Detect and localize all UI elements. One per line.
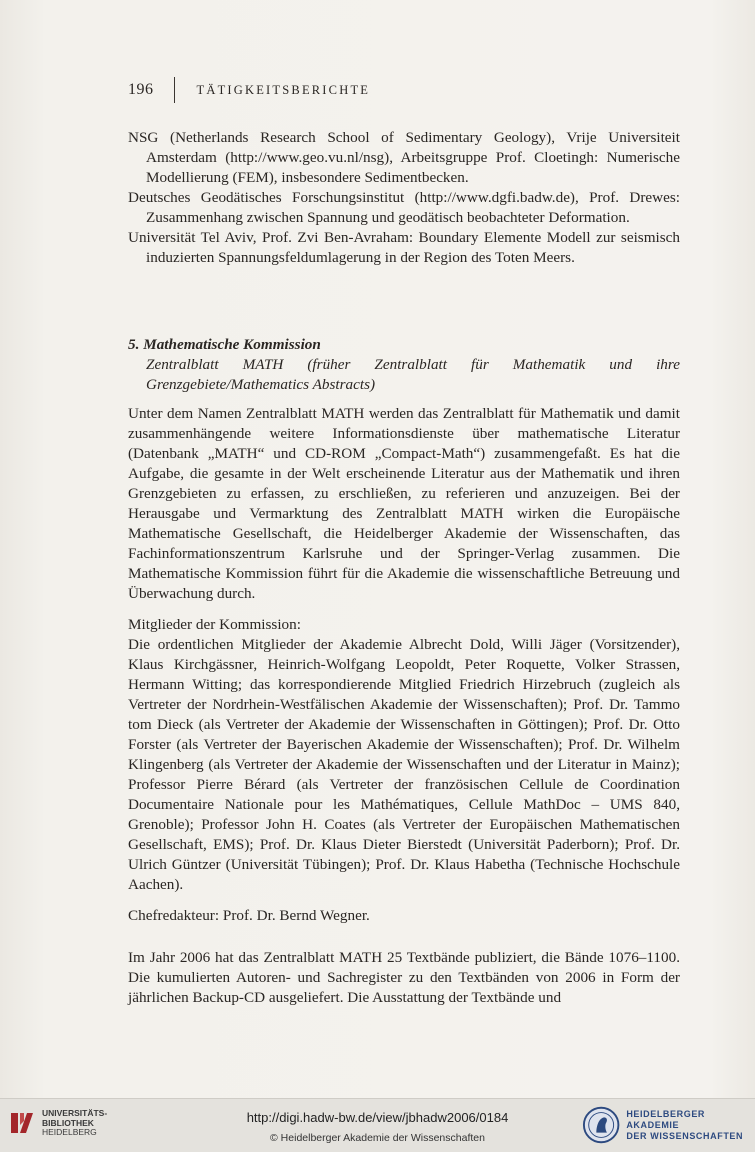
section-title: 5. Mathematische Kommission: [128, 336, 321, 353]
document-url-link[interactable]: http://digi.hadw-bw.de/view/jbhadw2006/0184: [246, 1110, 509, 1125]
partner-entry: Universität Tel Aviv, Prof. Zvi Ben-Avraham: Boundary Elemente Modell zur seismisch induzierten Spannungsfeldumlagerung in der Region des Toten Meers.: [128, 229, 680, 266]
intro-paragraph: Unter dem Namen Zentralblatt MATH werden das Zentralblatt für Mathematik und damit zusammenhängende weitere Informationsdienste über mathematische Literatur (Datenbank „MATH“ und CD-ROM „Compact-Math“) zusammengefaßt. Es hat die Aufgabe, die gesamte in der Welt erscheinende Literatur aus der Mathematik und ihren Grenzgebieten zu erfassen, zu erschließen, zu referieren und anzuzeigen. Bei der Herausgabe und Vermarktung des Zentralblatt MATH wirken die Europäische Mathematische Gesellschaft, die Heidelberger Akademie der Wissenschaften, das Fachinformationszentrum Karlsruhe und der Springer-Verlag zusammen. Die Mathematische Kommission führt für die Akademie die wissenschaftliche Betreuung und Überwachung durch.: [128, 405, 680, 602]
members-paragraph: Die ordentlichen Mitglieder der Akademie Albrecht Dold, Willi Jäger (Vorsitzender), Klaus Kirchgässner, Heinrich-Wolfgang Leopoldt, Peter Roquette, Volker Strassen, Hermann Witting; das korrespondierende Mitglied Friedrich Hirzebruch (zugleich als Vertreter der Nordrhein-Westfälischen Akademie der Wissenschaften); Prof. Dr. Tammo tom Dieck (als Vertreter der Akademie der Wissenschaften in Göttingen); Prof. Dr. Otto Forster (als Vertreter der Bayerischen Akademie der Wissenschaften); Prof. Dr. Wilhelm Klingenberg (als Vertreter der Akademie der Wissenschaften und der Literatur in Mainz); Professor Pierre Bérard (als Vertreter der französischen Cellule de Coordination Documentaire Nationale pour les Mathématiques, Cellule MathDoc – UMS 840, Grenoble); Professor John H. Coates (als Vertreter der Europäischen Mathematischen Gesellschaft, EMS); Prof. Dr. Klaus Dieter Bierstedt (Universität Paderborn); Prof. Dr. Ulrich Güntzer (Universität Tübingen); Prof. Dr. Klaus Habetha (Technische Hochschule Aachen).: [128, 636, 680, 893]
partner-entry: NSG (Netherlands Research School of Sedimentary Geology), Vrije Universiteit Amsterdam (http://www.geo.vu.nl/nsg), Arbeitsgruppe Prof. Cloetingh: Numerische Modellierung (FEM), insbesondere Sedimentbecken.: [128, 129, 680, 186]
library-name-line: UNIVERSITÄTS-: [42, 1108, 108, 1118]
copyright-notice: © Heidelberger Akademie der Wissenschaften: [270, 1132, 485, 1144]
report-paragraph: Im Jahr 2006 hat das Zentralblatt MATH 25 Textbände publiziert, die Bände 1076–1100. Die kumulierten Autoren- und Sachregister zu den Textbänden von 2006 in Form der jährlichen Backup-CD ausgeliefert. Die Ausstattung der Textbände und: [128, 949, 680, 1006]
partner-list: [128, 128, 680, 268]
academy-name: [626, 1109, 755, 1142]
page-header: [128, 78, 370, 102]
library-name-line: HEIDELBERG: [42, 1127, 97, 1137]
section-heading: [128, 335, 680, 395]
page-number: 196: [128, 81, 154, 98]
members-heading: Mitglieder der Kommission:: [128, 616, 301, 633]
section-subtitle: Zentralblatt MATH (früher Zentralblatt für Mathematik und ihre Grenzgebiete/Mathematics Abstracts): [146, 356, 680, 393]
editor-block: [128, 906, 680, 926]
report-block: [128, 948, 680, 1008]
academy-seal-icon: [582, 1105, 620, 1145]
members-block: [128, 615, 680, 895]
header-divider: [174, 77, 175, 103]
academy-name-line: DER WISSENSCHAFTEN: [626, 1130, 744, 1141]
editor-line: Chefredakteur: Prof. Dr. Bernd Wegner.: [128, 907, 370, 924]
academy-logo[interactable]: [582, 1105, 755, 1145]
running-title: TÄTIGKEITSBERICHTE: [196, 82, 371, 97]
viewer-footer: [0, 1098, 755, 1152]
partner-entry: Deutsches Geodätisches Forschungsinstitut (http://www.dgfi.badw.de), Prof. Drewes: Zusammenhang zwischen Spannung und geodätisch beobachteter Deformation.: [128, 189, 680, 226]
academy-name-line: HEIDELBERGER AKADEMIE: [626, 1108, 706, 1130]
intro-paragraph-block: [128, 404, 680, 604]
library-name-line: BIBLIOTHEK: [42, 1117, 94, 1128]
